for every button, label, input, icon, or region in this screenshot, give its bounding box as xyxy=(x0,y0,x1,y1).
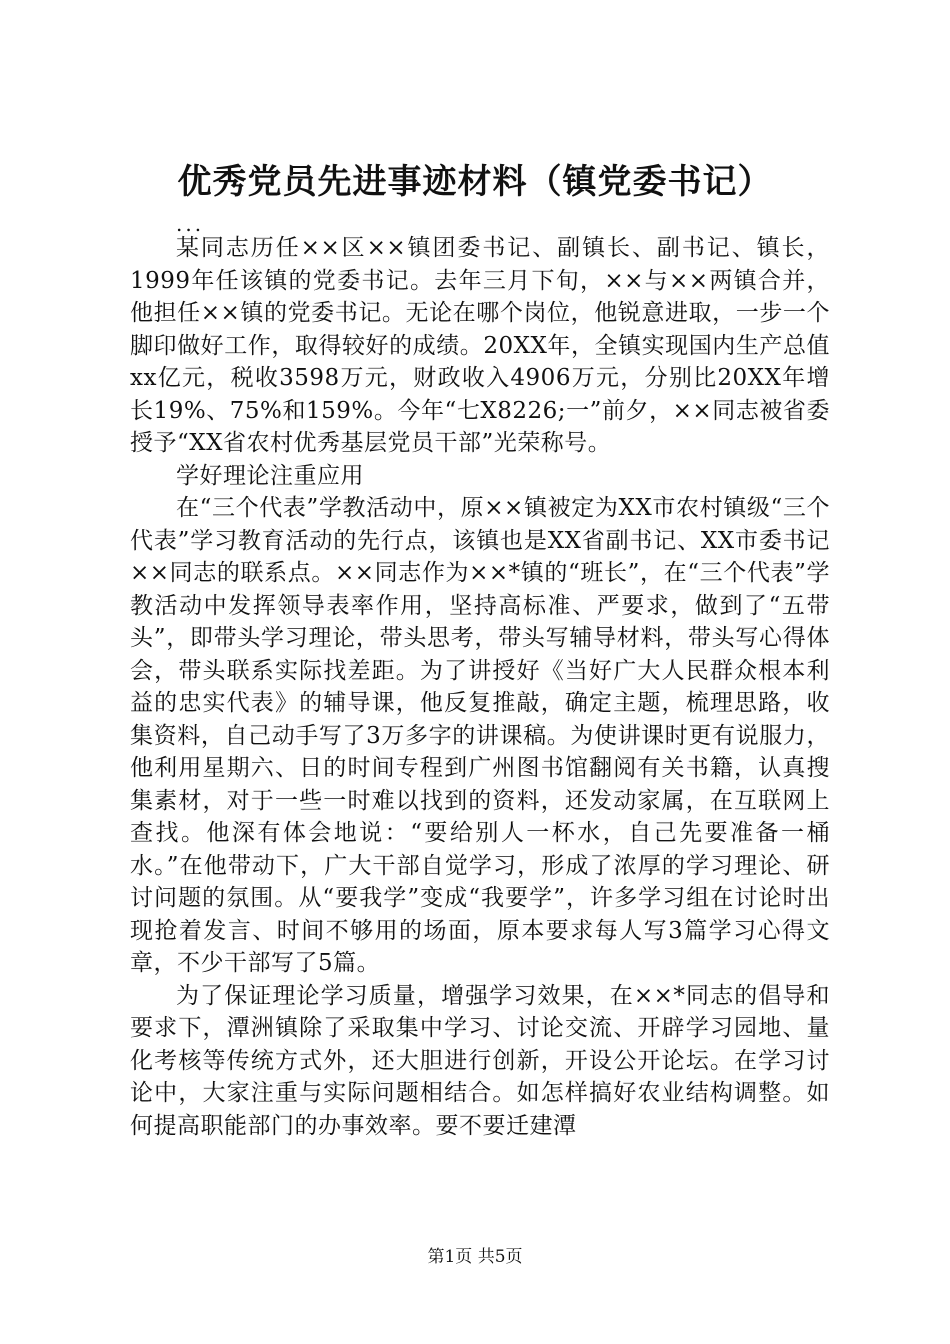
paragraph-study-quality: 为了保证理论学习质量，增强学习效果，在××*同志的倡导和要求下，潭洲镇除了采取集中学习、讨论交流、开辟学习园地、量化考核等传统方式外，还大胆进行创新，开设公开论坛。在学习讨论中，大家注重与实际问题相结合。如怎样搞好农业结构调整。如何提高职能部门的办事效率。要不要迁建潭 xyxy=(130,982,830,1139)
document-title: 优秀党员先进事迹材料（镇党委书记） xyxy=(177,162,773,202)
paragraph-theory-study: 在“三个代表”学教活动中，原××镇被定为XX市农村镇级“三个代表”学习教育活动的先行点，该镇也是XX省副书记、XX市委书记××同志的联系点。××同志作为××*镇的“班长”，在“三个代表”学教活动中发挥领导表率作用，坚持高标准、严要求，做到了“五带头”，即带头学习理论，带头思考，带头写辅导材料，带头写心得体会，带头联系实际找差距。为了讲授好《当好广大人民群众根本利益的忠实代表》的辅导课，他反复推敲，确定主题，梳理思路，收集资料，自己动手写了3万多字的讲课稿。为使讲课时更有说服力，他利用星期六、日的时间专程到广州图书馆翻阅有关书籍，认真搜集素材，对于一些一时难以找到的资料，还发动家属，在互联网上查找。他深有体会地说：“要给别人一杯水，自己先要准备一桶水。”在他带动下，广大干部自觉学习，形成了浓厚的学习理论、研讨问题的氛围。从“要我学”变成“我要学”，许多学习组在讨论时出现抢着发言、时间不够用的场面，原本要求每人写3篇学习心得文章，不少干部写了5篇。 xyxy=(130,495,830,976)
paragraph-intro: 某同志历任××区××镇团委书记、副镇长、副书记、镇长，1999年任该镇的党委书记。去年三月下旬，××与××两镇合并，他担任××镇的党委书记。无论在哪个岗位，他锐意进取，一步一个脚印做好工作，取得较好的成绩。20XX年，全镇实现国内生产总值xx亿元，税收3598万元，财政收入4906万元，分别比20XX年增长19%、75%和159%。今年“七X8226;一”前夕，××同志被省委授予“XX省农村优秀基层党员干部”光荣称号。 xyxy=(130,235,830,456)
section-heading: 学好理论注重应用 xyxy=(176,462,364,489)
page-footer: 第1页 共5页 xyxy=(427,1247,523,1267)
ellipsis-text: ... xyxy=(176,212,205,236)
document-body xyxy=(130,232,830,1142)
